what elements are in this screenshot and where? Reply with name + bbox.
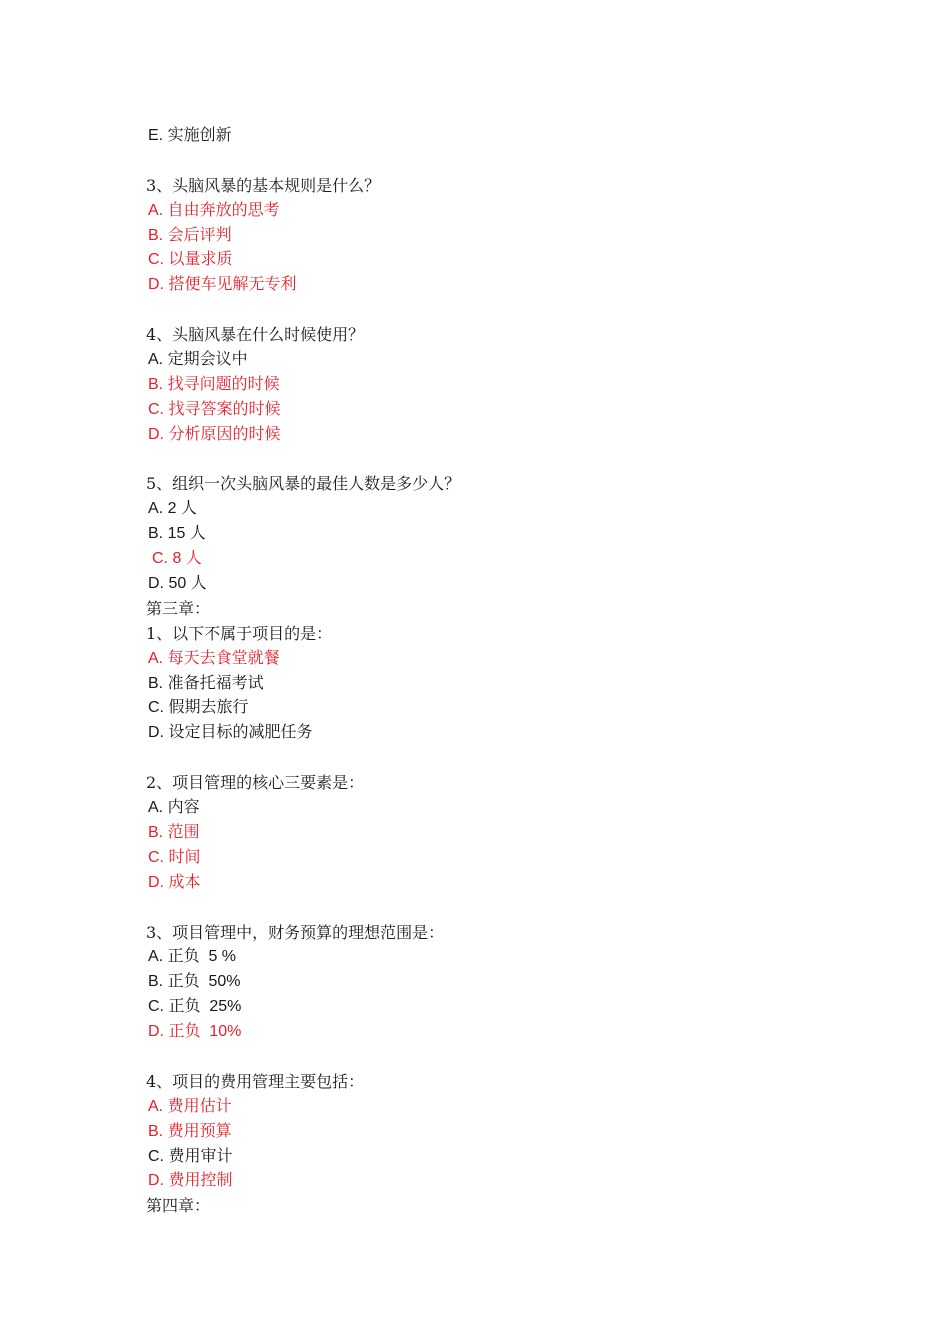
chapter-heading: 第四章： (146, 1196, 211, 1216)
answer-option-correct: C. 以量求质 (148, 251, 233, 269)
answer-option: E. 实施创新 (148, 127, 232, 144)
answer-option-correct: A. 自由奔放的思考 (148, 201, 280, 219)
answer-option-correct: D. 正负 10% (148, 1023, 242, 1041)
answer-option-correct: A. 费用估计 (148, 1097, 232, 1115)
answer-option-correct: C. 时间 (148, 848, 201, 866)
blank-line (146, 448, 826, 473)
answer-option-correct: D. 分析原因的时候 (148, 425, 281, 443)
answer-option-correct: A. 每天去食堂就餐 (148, 649, 280, 667)
answer-option: C. 假期去旅行 (148, 699, 249, 717)
question-text: 2、项目管理的核心三要素是： (146, 773, 365, 793)
question-text: 3、项目管理中，财务预算的理想范围是： (146, 922, 445, 942)
answer-option-correct: B. 费用预算 (148, 1122, 232, 1140)
answer-option: B. 正负 50% (148, 973, 241, 991)
answer-option: D. 设定目标的减肥任务 (148, 724, 313, 742)
chapter-heading: 第三章： (146, 598, 211, 618)
question-text: 5、组织一次头脑风暴的最佳人数是多少人？ (146, 474, 461, 494)
blank-line (146, 298, 826, 323)
blank-line (146, 149, 826, 174)
answer-option: A. 2 人 (148, 500, 197, 518)
answer-option-correct: B. 会后评判 (148, 226, 232, 244)
document-body (146, 124, 826, 1219)
answer-option-correct: D. 成本 (148, 873, 201, 891)
question-text: 3、头脑风暴的基本规则是什么？ (146, 175, 381, 195)
answer-option: B. 15 人 (148, 525, 206, 543)
blank-line (146, 896, 826, 921)
answer-option: B. 准备托福考试 (148, 674, 264, 692)
blank-line (146, 746, 826, 771)
answer-option: A. 内容 (148, 799, 200, 817)
answer-option-correct: C. 8 人 (152, 550, 202, 568)
answer-option-correct: C. 找寻答案的时候 (148, 400, 281, 418)
answer-option: D. 50 人 (148, 575, 207, 593)
blank-line (146, 1045, 826, 1070)
question-text: 4、头脑风暴在什么时候使用？ (146, 325, 365, 345)
answer-option-correct: D. 费用控制 (148, 1172, 233, 1190)
answer-option: C. 正负 25% (148, 998, 242, 1016)
answer-option: A. 正负 5 % (148, 948, 237, 966)
answer-option-correct: D. 搭便车见解无专利 (148, 276, 297, 294)
answer-option-correct: B. 找寻问题的时候 (148, 375, 280, 393)
question-text: 4、项目的费用管理主要包括： (146, 1071, 365, 1091)
question-text: 1、以下不属于项目的是： (146, 623, 333, 643)
answer-option: A. 定期会议中 (148, 351, 248, 369)
answer-option-correct: B. 范围 (148, 823, 200, 841)
answer-option: C. 费用审计 (148, 1147, 233, 1165)
